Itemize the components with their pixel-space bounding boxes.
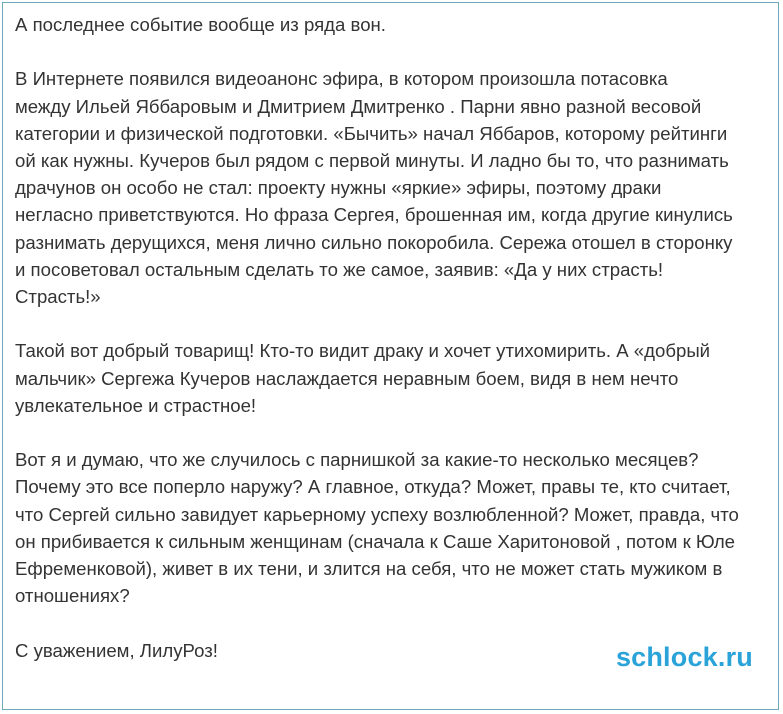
paragraph-intro: А последнее событие вообще из ряда вон. <box>15 14 386 35</box>
site-watermark: schlock.ru <box>615 642 753 672</box>
paragraph-fight-story: В Интернете появился видеоанонс эфира, в котором произошла потасовка между Ильей Яббаровым и Дмитрием Дмитренко . Парни явно разной весовой категории и физической подготовки. «Бычить» начал Яббаров, которому рейтинги ой как нужны. Кучеров был рядом с первой минуты. И ладно бы то, что разнимать драчунов он особо не стал: проекту нужны «яркие» эфиры, поэтому драки негласно приветствуются. Но фраза Сергея, брошенная им, когда другие кинулись разнимать дерущихся, меня лично сильно покоробила. Сережа отошел в сторонку и посоветовал остальным сделать то же самое, заявив: «Да у них страсть! Страсть!» <box>15 68 733 308</box>
paragraph-signature: С уважением, ЛилуРоз! <box>15 639 218 661</box>
paragraph-questions: Вот я и думаю, что же случилось с парнишкой за какие-то несколько месяцев? Почему это все поперло наружу? А главное, откуда? Может, правы те, кто считает, что Сергей сильно завидует карьерному успеху возлюбленной? Может, правда, что он прибивается к сильным женщинам (сначала к Саше Харитоновой , потом к Юле Ефременковой), живет в их тени, и злится на себя, что не может стать мужиком в отношениях? <box>15 449 739 607</box>
paragraph-comment: Такой вот добрый товарищ! Кто-то видит драку и хочет утихомирить. А «добрый мальчик» Сергежа Кучеров наслаждается неравным боем, видя в нем нечто увлекательное и страстное! <box>15 340 711 416</box>
article-body <box>15 11 765 691</box>
